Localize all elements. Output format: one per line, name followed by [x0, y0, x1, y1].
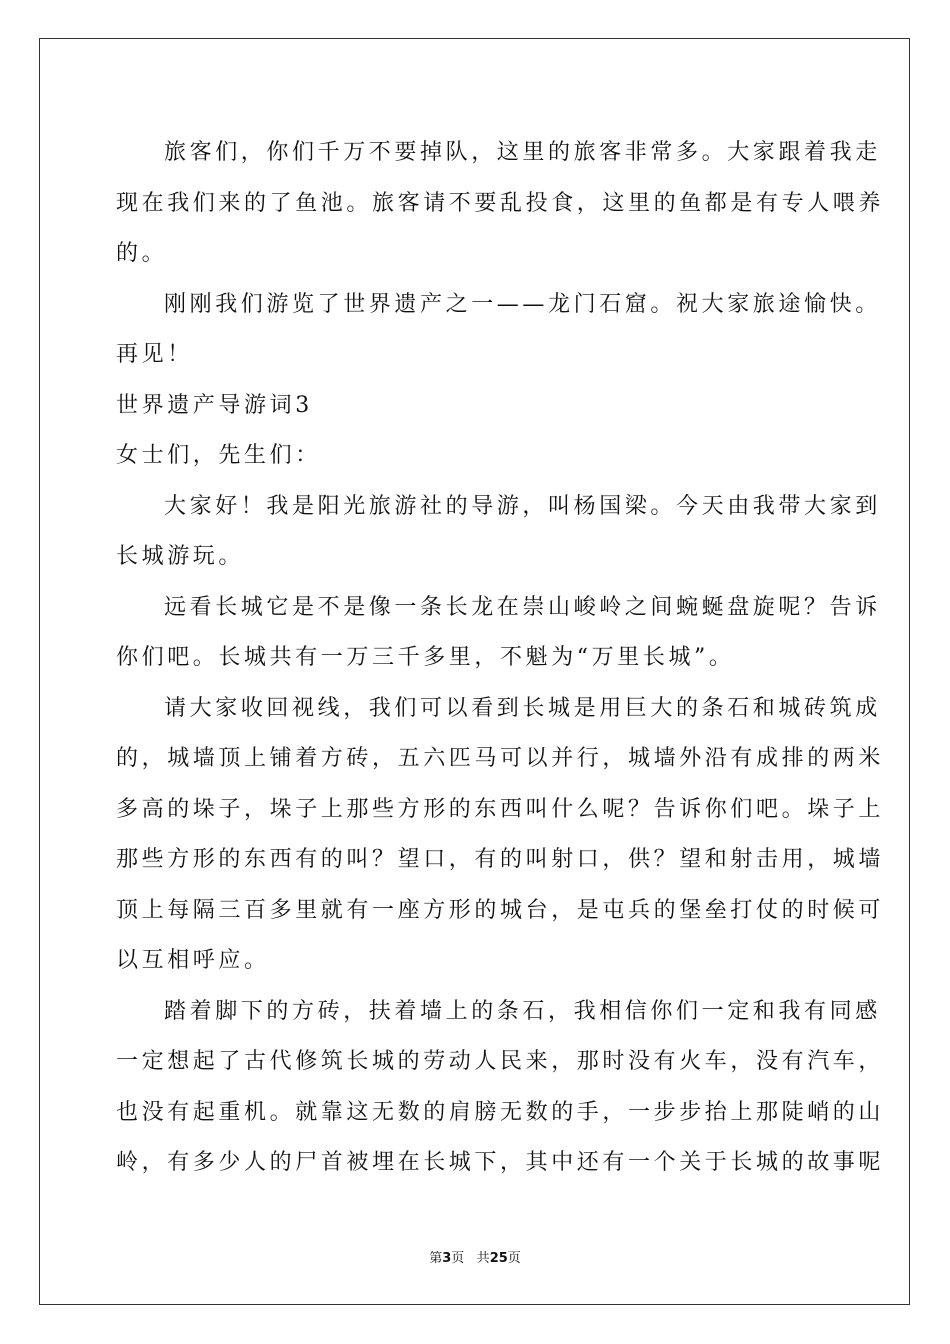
text-line: 一定想起了古代修筑长城的劳动人民来，那时没有火车，没有汽车，	[116, 1049, 885, 1074]
text-line: 你们吧。长城共有一万三千多里，不魁为“万里长城”。	[116, 645, 735, 670]
text-line: 现在我们来的了鱼池。旅客请不要乱投食，这里的鱼都是有专人喂养	[116, 190, 885, 216]
text-line: 长城游玩。	[116, 544, 245, 569]
text-line: 刚刚我们游览了世界遗产之一——龙门石窟。祝大家旅途愉快。	[164, 291, 881, 317]
document-body	[116, 128, 885, 1189]
text-line: 远看长城它是不是像一条长龙在崇山峻岭之间蜿蜒盘旋呢？告诉	[164, 594, 881, 620]
current-page-number: 3	[442, 1251, 452, 1266]
footer-total-prefix: 共	[476, 1251, 490, 1266]
text-line: 请大家收回视线，我们可以看到长城是用巨大的条石和城砖筑成	[164, 695, 881, 721]
page-footer	[0, 1247, 950, 1266]
text-line: 大家好！我是阳光旅游社的导游，叫杨国梁。今天由我带大家到	[164, 493, 881, 519]
text-line: 以互相呼应。	[116, 948, 270, 973]
footer-prefix: 第	[429, 1251, 443, 1266]
text-line: 岭，有多少人的尸首被埋在长城下，其中还有一个关于长城的故事呢	[116, 1150, 885, 1175]
text-line: 那些方形的东西有的叫？望口，有的叫射口，供？望和射击用，城墙	[116, 847, 885, 872]
text-line: 世界遗产导游词3	[116, 392, 313, 418]
text-line: 再见！	[116, 342, 193, 367]
text-line: 多高的垛子，垛子上那些方形的东西叫什么呢？告诉你们吧。垛子上	[116, 796, 885, 822]
footer-page-suffix: 页	[451, 1251, 465, 1266]
text-line: 的。	[116, 241, 168, 266]
text-line: 踏着脚下的方砖，扶着墙上的条石，我相信你们一定和我有同感	[164, 998, 881, 1024]
text-line: 女士们，先生们：	[116, 443, 321, 468]
text-line: 的，城墙顶上铺着方砖，五六匹马可以并行，城墙外沿有成排的两米	[116, 746, 885, 771]
text-line: 旅客们，你们千万不要掉队，这里的旅客非常多。大家跟着我走	[164, 140, 881, 165]
footer-total-suffix: 页	[507, 1251, 521, 1266]
text-line: 也没有起重机。就靠这无数的肩膀无数的手，一步步抬上那陡峭的山	[116, 1099, 885, 1125]
total-pages-number: 25	[489, 1251, 508, 1266]
text-line: 顶上每隔三百多里就有一座方形的城台，是屯兵的堡垒打仗的时候可	[116, 897, 885, 923]
